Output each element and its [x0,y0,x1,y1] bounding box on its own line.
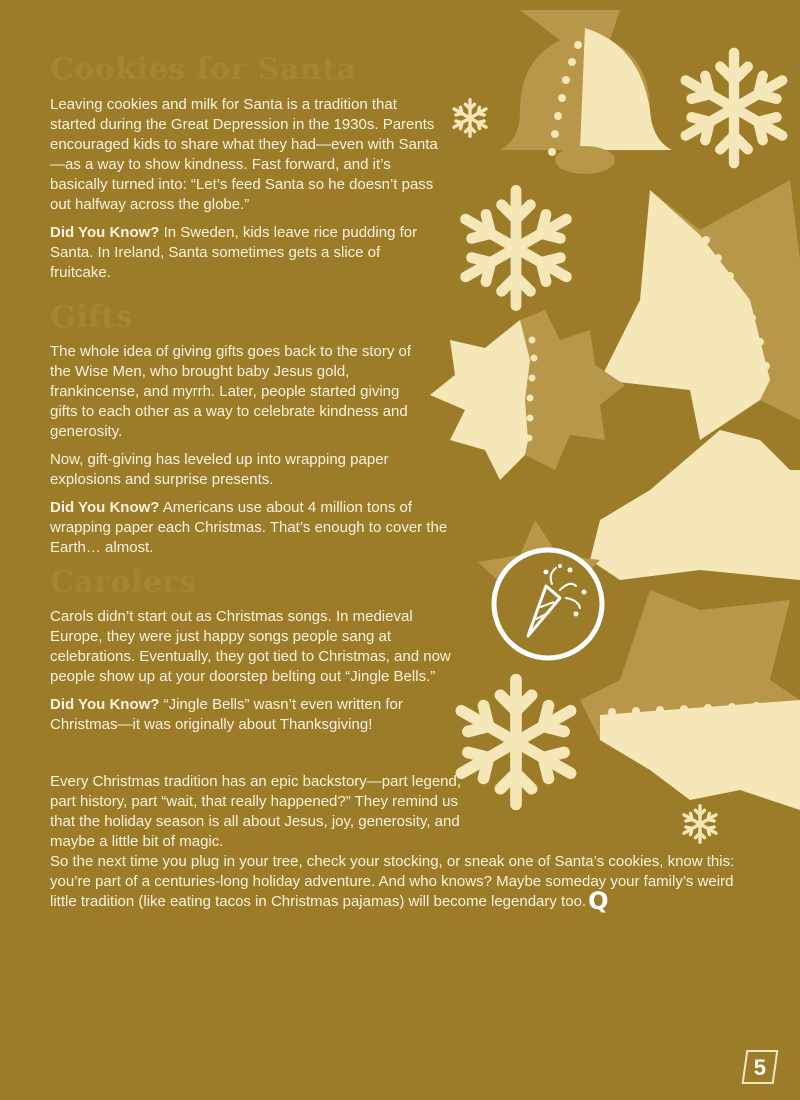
outro-text: So the next time you plug in your tree, check your stocking, or sneak one of Santa’s cookies, know this: you’re part of a centuries-long holiday adventure. And who knows? Maybe someday your family’s weird little tradition (like eating tacos in Christmas pajamas) will become legendary too. [50,853,735,910]
did-you-know-text: “Jingle Bells” wasn’t even written for Christmas—it was originally about Thanksgiving! [50,696,403,733]
paragraph: The whole idea of giving gifts goes back to the story of the Wise Men, who brought baby Jesus gold, frankincense, and myrrh. Later, people started giving gifts to each other as a way to celebrate kindness and generosity. [50,343,412,440]
snowflake-icon [466,190,567,305]
outro [50,772,740,915]
did-you-know [50,695,460,735]
page-number-box [742,1050,779,1084]
snowflake-cookie-icon [430,310,625,480]
snowflake-icon [454,100,486,136]
star-cookie-icon [600,180,800,440]
did-you-know-text: In Sweden, kids leave rice pudding for Santa. In Ireland, Santa sometimes gets a slice of fruitcake. [50,224,418,281]
section-body [50,342,448,566]
did-you-know-label: Did You Know? [50,696,160,713]
section-title: Carolers [50,565,197,600]
did-you-know-label: Did You Know? [50,499,160,516]
outro-paragraph: Every Christmas tradition has an epic backstory—part legend, part history, part “wait, that really happened?” They remind us that the holiday season is all about Jesus, joy, generosity, and maybe a little bit of magic. [50,773,462,850]
paragraph: Carols didn’t start out as Christmas songs. In medieval Europe, they were just happy songs people sang at celebrations. Eventually, they got tied to Christmas, and now people show up at your doorstep belting out “Jingle Bells.” [50,608,451,685]
section-body [50,95,445,291]
bell-cookie-icon [500,10,672,174]
end-mark-icon: Q [588,887,609,915]
paragraph: Leaving cookies and milk for Santa is a tradition that started during the Great Depression in the 1930s. Parents encouraged kids to share what they had—even with Santa—as a way to show kindness. Fast forward, and it’s basically turned into: “Let’s feed Santa so he doesn’t pass out halfway across the globe.” [50,96,438,213]
comet-cookie-icon [590,430,800,580]
outro-paragraph [50,852,740,915]
section-body [50,607,460,743]
section-title: Cookies for Santa [50,52,357,87]
did-you-know [50,498,455,558]
snowflake-icon [686,53,783,163]
paragraph: Now, gift-giving has leveled up into wrapping paper explosions and surprise presents. [50,451,389,488]
party-popper-icon [494,550,602,658]
did-you-know-text: Americans use about 4 million tons of wrapping paper each Christmas. That’s enough to cover the Earth… almost. [50,499,448,556]
section-title: Gifts [50,300,134,335]
did-you-know [50,223,445,283]
did-you-know-label: Did You Know? [50,224,160,241]
page-number: 5 [753,1055,766,1080]
